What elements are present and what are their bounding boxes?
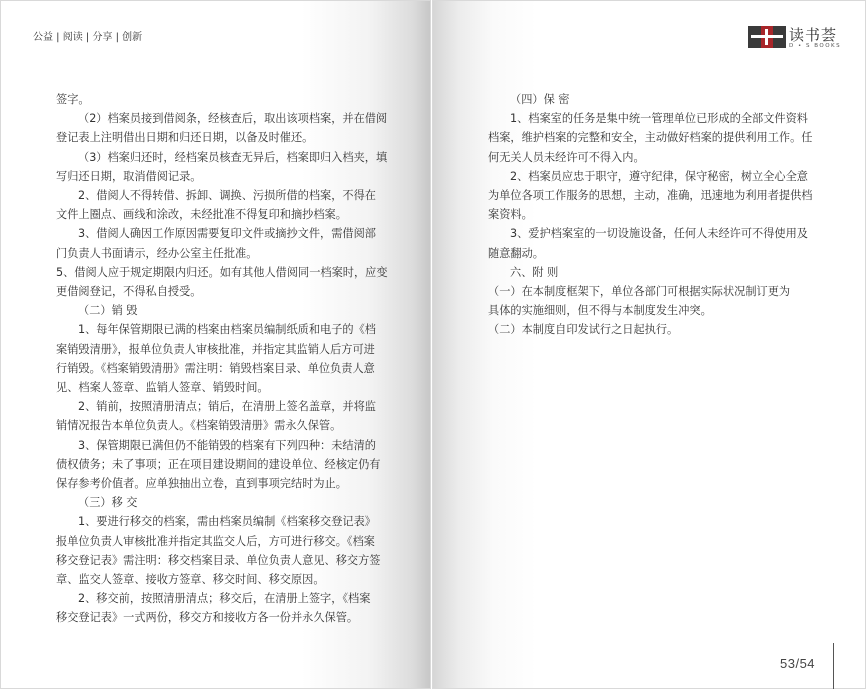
text-line: （二）本制度自印发试行之日起执行。 <box>488 323 679 337</box>
section-heading: （二）销 毁 <box>78 304 138 318</box>
text-line: （2）档案员接到借阅条，经核查后，取出该项档案，并在借阅 <box>78 112 388 126</box>
text-line: 销情况报告本单位负责人。《档案销毁清册》需永久保管。 <box>56 419 342 433</box>
page-number-divider <box>833 643 834 689</box>
text-line: 5、借阅人应于规定期限内归还。如有其他人借阅同一档案时，应变 <box>56 265 388 279</box>
text-line: 写归还日期，取消借阅记录。 <box>56 169 202 183</box>
text-line: 2、销前，按照清册清点；销后，在清册上签名盖章，并将监 <box>78 400 376 414</box>
text-line: 见、档案人签章、监销人签章、销毁时间。 <box>56 381 269 395</box>
text-line: 章、监交人签章、接收方签章、移交时间、移交原因。 <box>56 573 325 587</box>
text-line: 1、每年保管期限已满的档案由档案员编制纸质和电子的《档 <box>78 323 376 337</box>
text-line: 2、档案员应忠于职守，遵守纪律，保守秘密，树立全心全意 <box>510 169 808 183</box>
text-line: 债权债务；未了事项；正在项目建设期间的建设单位、经核定仍有 <box>56 457 381 471</box>
left-page-body <box>56 90 396 628</box>
text-line: 1、档案室的任务是集中统一管理单位已形成的全部文件资料 <box>510 112 808 126</box>
text-line: 移交登记表》需注明：移交档案目录、单位负责人意见、移交方签 <box>56 553 381 567</box>
text-line: 保存参考价值者。应单独抽出立卷，直到事项完结时为止。 <box>56 477 347 491</box>
text-line: （一）在本制度框架下，单位各部门可根据实际状况制订更为 <box>488 285 791 299</box>
text-line: 何无关人员未经许可不得入内。 <box>488 150 645 164</box>
right-page-body <box>488 90 828 340</box>
text-line: 3、借阅人确因工作原因需要复印文件或摘抄文件，需借阅部 <box>78 227 376 241</box>
header-nav: 公益 | 阅读 | 分享 | 创新 <box>33 32 143 43</box>
text-line: 门负责人书面请示，经办公室主任批准。 <box>56 246 258 260</box>
text-line: 报单位负责人审核批准并指定其监交人后，方可进行移交。《档案 <box>56 534 375 548</box>
text-line: 文件上圈点、画线和涂改，未经批准不得复印和摘抄档案。 <box>56 208 347 222</box>
section-heading: （四）保 密 <box>510 93 570 106</box>
logo-mark-icon <box>748 26 786 48</box>
logo <box>748 24 842 52</box>
text-line: 1、要进行移交的档案，需由档案员编制《档案移交登记表》 <box>78 515 376 529</box>
text-line: 移交登记表》一式两份，移交方和接收方各一份并永久保管。 <box>56 611 359 625</box>
text-line: 签字。 <box>56 93 90 106</box>
text-line: 随意翻动。 <box>488 246 544 260</box>
text-line: （3）档案归还时，经档案员核查无异后，档案即归入档夹，填 <box>78 150 388 164</box>
text-line: 为单位各项工作服务的思想，主动，准确，迅速地为利用者提供档 <box>488 189 813 203</box>
text-line: 登记表上注明借出日期和归还日期，以备及时催还。 <box>56 131 314 145</box>
text-line: 3、爱护档案室的一切设施设备，任何人未经许可不得使用及 <box>510 227 808 241</box>
text-line: 更借阅登记，不得私自授受。 <box>56 285 202 299</box>
text-line: 档案，维护档案的完整和安全，主动做好档案的提供利用工作。任 <box>488 131 813 145</box>
text-line: 行销毁。《档案销毁清册》需注明：销毁档案目录、单位负责人意 <box>56 361 375 375</box>
logo-title: 读书荟 <box>789 26 838 44</box>
text-line: 具体的实施细则，但不得与本制度发生冲突。 <box>488 304 712 318</box>
text-line: 2、借阅人不得转借、拆卸、调换、污损所借的档案，不得在 <box>78 189 376 203</box>
text-line: 案销毁清册》，报单位负责人审核批准，并指定其监销人后方可进 <box>56 342 375 356</box>
logo-subtitle: D • S BOOKS <box>789 43 842 49</box>
text-line: 3、保管期限已满但仍不能销毁的档案有下列四种：未结清的 <box>78 438 376 452</box>
section-heading: 六、附 则 <box>510 265 559 279</box>
text-line: 2、移交前，按照清册清点；移交后，在清册上签字，《档案 <box>78 592 371 606</box>
section-heading: （三）移 交 <box>78 496 138 510</box>
text-line: 案资料。 <box>488 208 533 222</box>
page-number: 53/54 <box>780 656 816 671</box>
